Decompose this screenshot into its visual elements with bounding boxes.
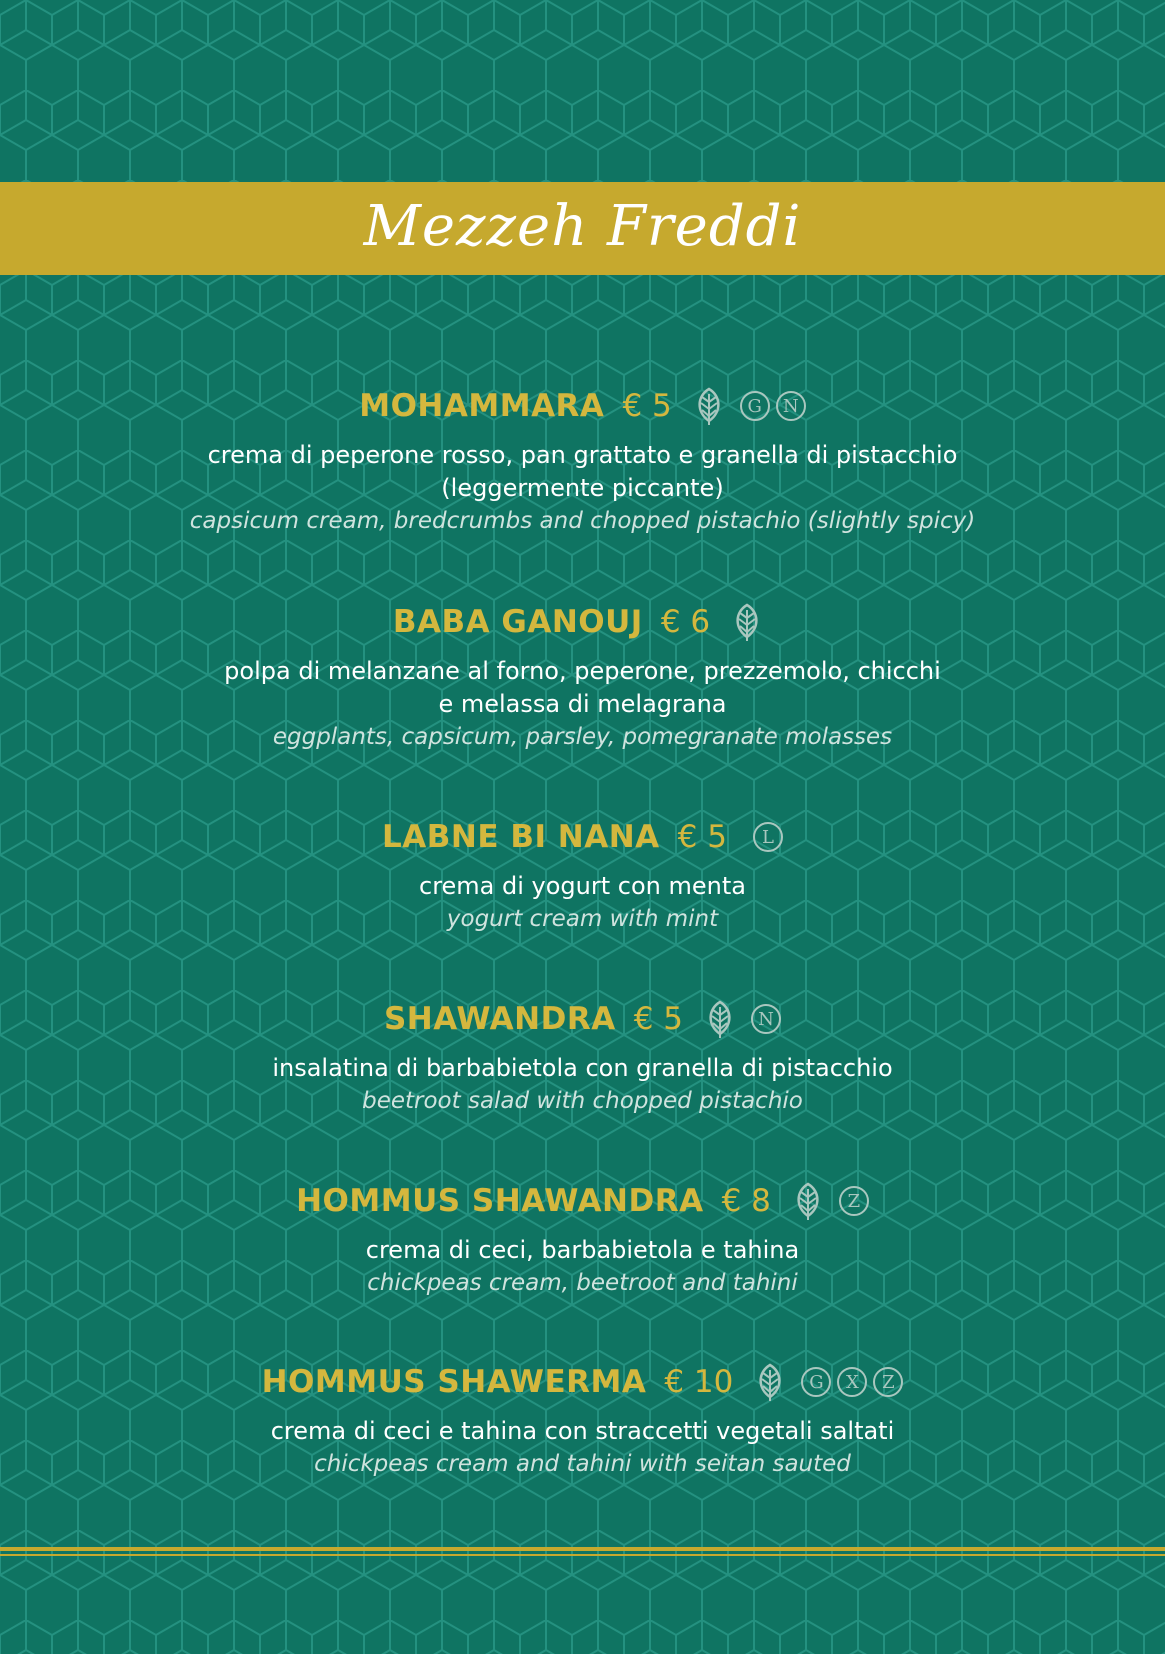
description-italian: insalatina di barbabietola con granella di pistacchio [272,1054,893,1082]
vegetarian-leaf-icon [730,602,764,642]
dish-price: € 5 [677,819,727,855]
allergen-badge: Z [839,1186,869,1216]
description-english: chickpeas cream, beetroot and tahini [367,1270,798,1296]
dish-price: € 5 [633,1001,683,1037]
allergen-badge: X [837,1367,867,1397]
menu-item [0,814,1165,935]
allergen-badge: N [776,391,806,421]
allergen-badge: G [801,1367,831,1397]
description-english: yogurt cream with mint [446,906,719,932]
dish-name: MOHAMMARA [359,388,605,424]
menu-item [0,599,1165,753]
footer-divider [0,1547,1165,1551]
description-english: capsicum cream, bredcrumbs and chopped pistachio (slightly spicy) [189,508,976,534]
description-italian: crema di ceci, barbabietola e tahina [365,1236,800,1264]
dish-name: SHAWANDRA [383,1001,616,1037]
dish-name: HOMMUS SHAWANDRA [296,1183,704,1219]
allergen-badge: G [740,391,770,421]
vegetarian-leaf-icon [703,999,737,1039]
allergen-badge: N [751,1004,781,1034]
menu-item [0,1359,1165,1480]
dish-name: HOMMUS SHAWERMA [261,1364,647,1400]
menu-item [0,996,1165,1117]
dish-name: LABNE BI NANA [382,819,660,855]
dish-price: € 8 [721,1183,771,1219]
description-english: chickpeas cream and tahini with seitan sauted [314,1451,851,1477]
vegetarian-leaf-icon [753,1362,787,1402]
dish-price: € 5 [622,388,672,424]
allergen-badge: L [753,822,783,852]
dish-name: BABA GANOUJ [392,604,643,640]
menu-item [0,1178,1165,1299]
description-italian: polpa di melanzane al forno, peperone, prezzemolo, chicchi e melassa di melagrana [224,657,941,718]
dish-price: € 10 [664,1364,734,1400]
vegetarian-leaf-icon [791,1181,825,1221]
title-banner [0,182,1165,275]
description-italian: crema di ceci e tahina con straccetti vegetali saltati [270,1417,895,1445]
dish-price: € 6 [660,604,711,640]
allergen-badge: Z [873,1367,903,1397]
description-italian: crema di yogurt con menta [419,872,746,900]
footer-divider-thin [0,1554,1165,1556]
menu-item [0,383,1165,537]
description-english: eggplants, capsicum, parsley, pomegranate molasses [272,724,893,750]
description-italian: crema di peperone rosso, pan grattato e granella di pistacchio (leggermente piccante) [207,441,958,502]
page-title: Mezzeh Freddi [363,194,802,259]
description-english: beetroot salad with chopped pistachio [362,1088,803,1114]
vegetarian-leaf-icon [692,386,726,426]
